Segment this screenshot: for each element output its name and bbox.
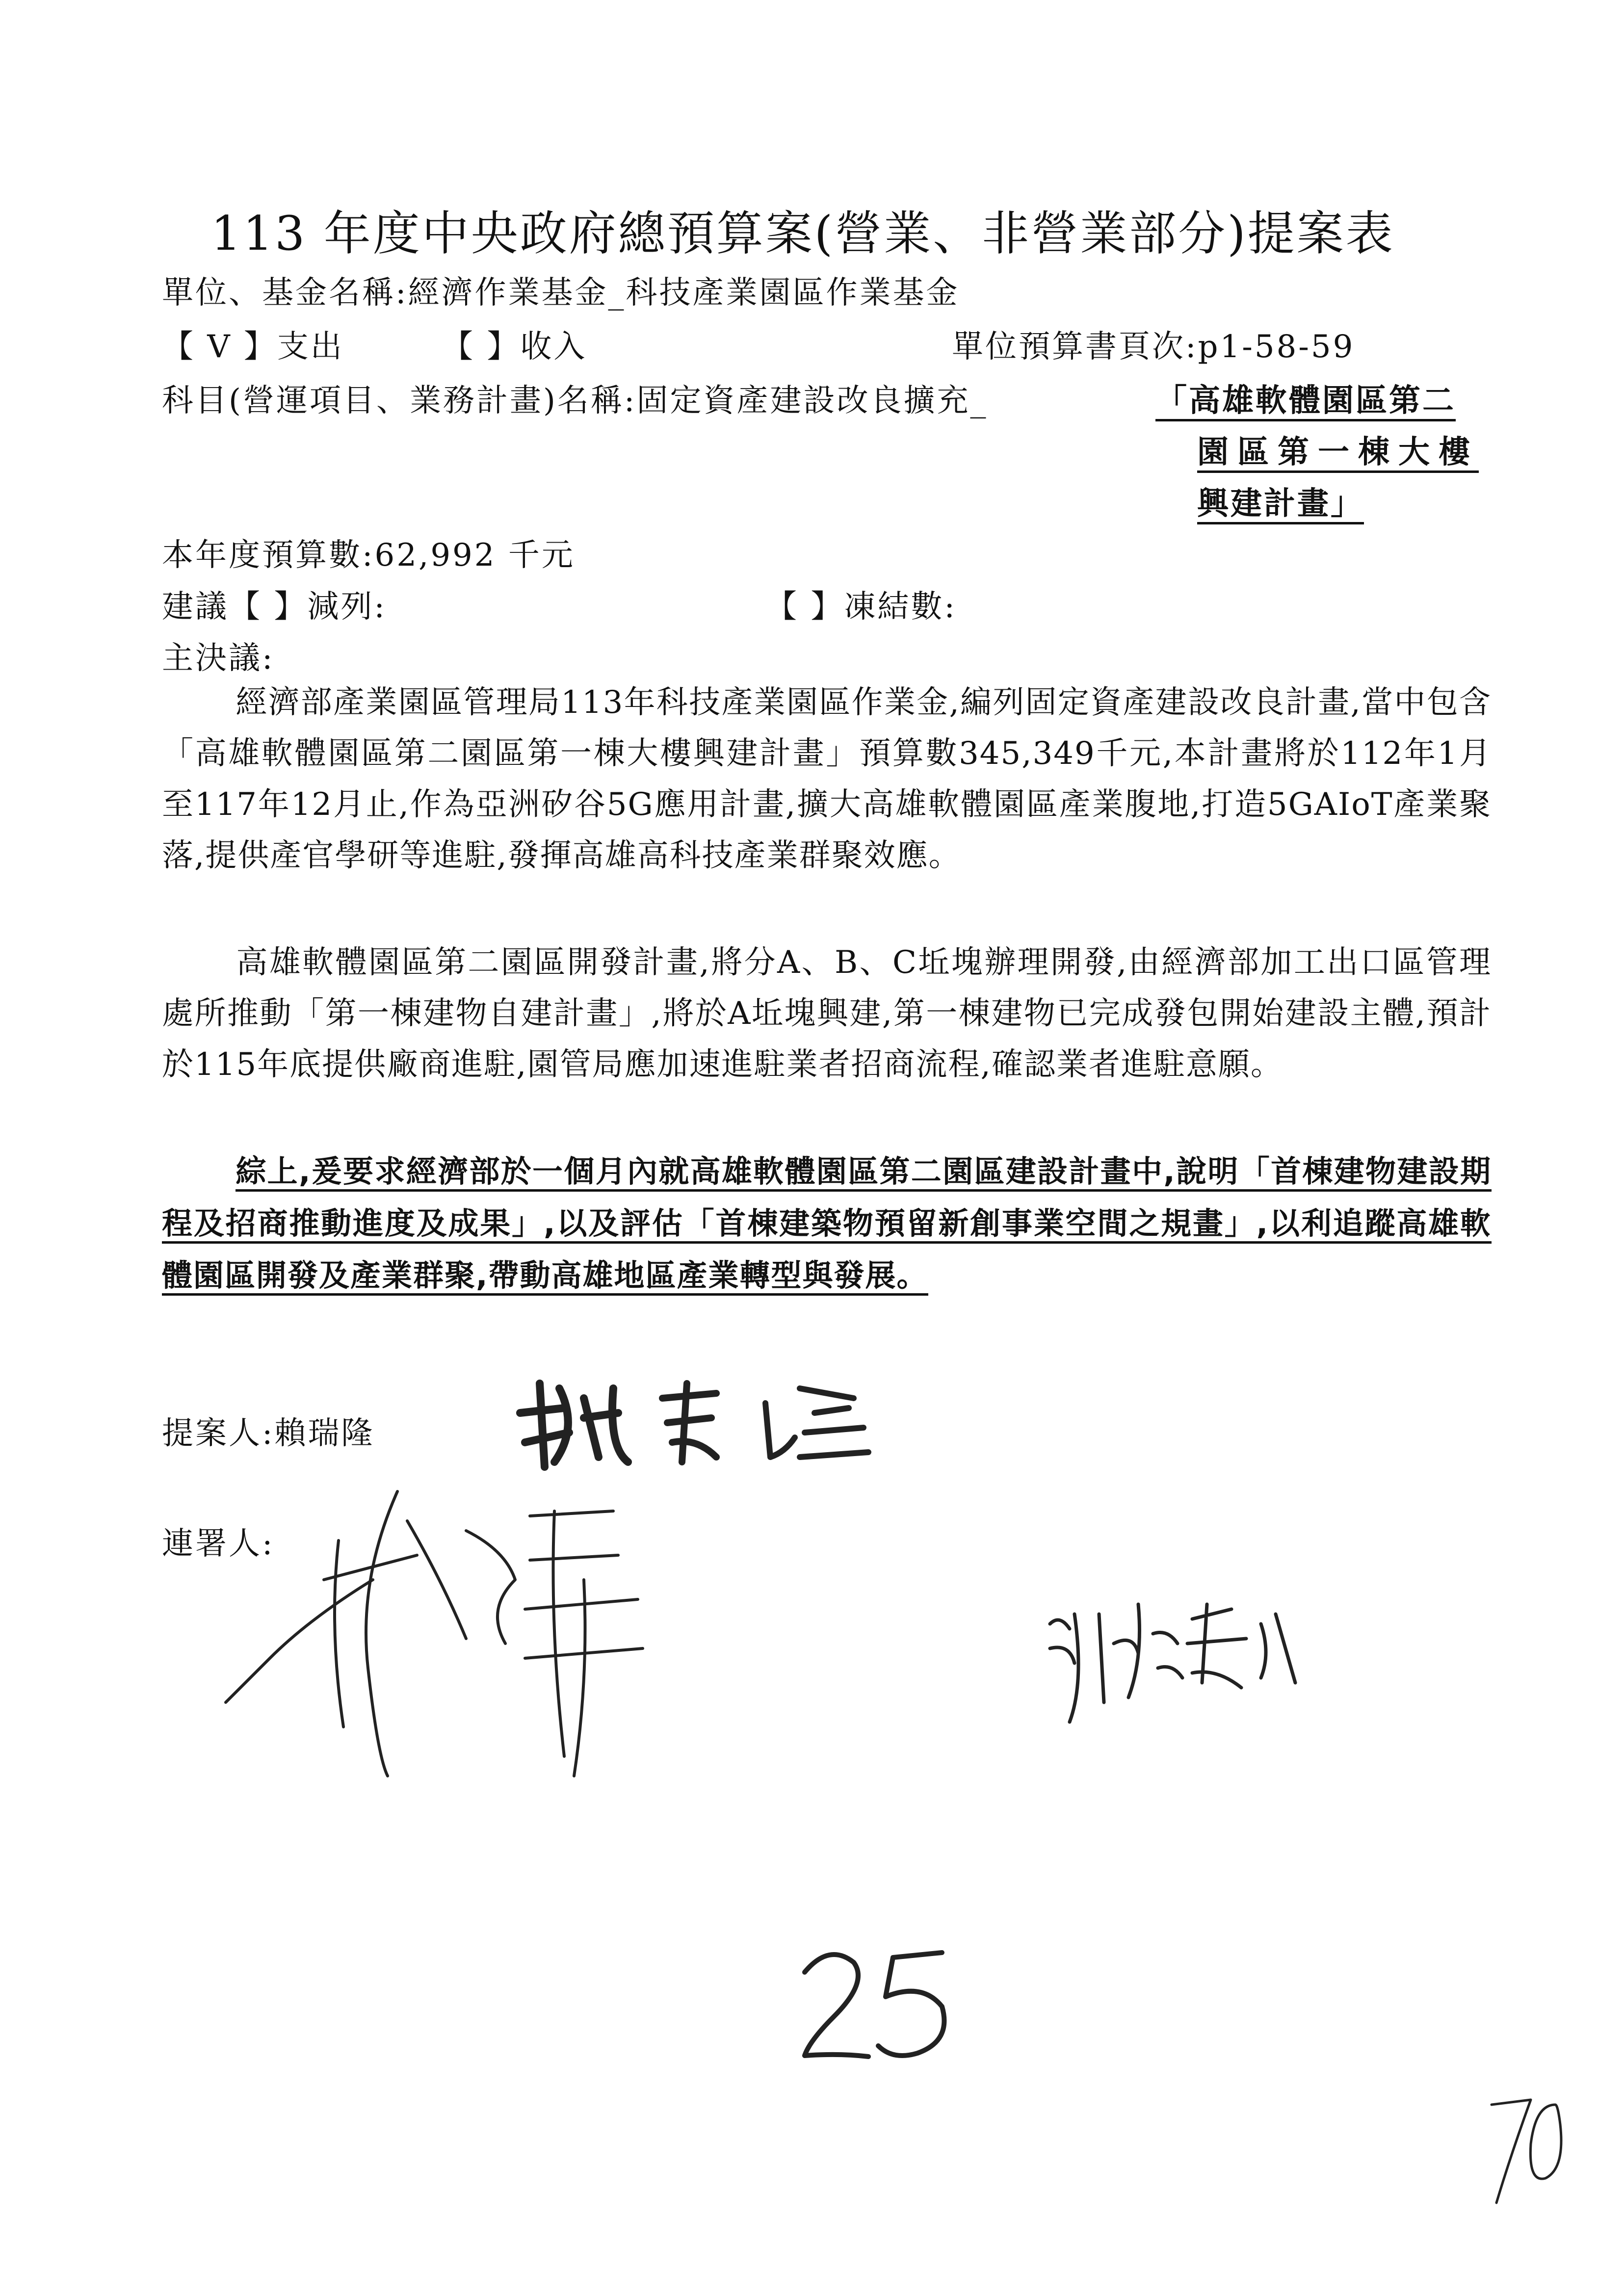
subject-name-line3-text: 興建計畫」 <box>1197 486 1364 524</box>
subject-name-line2 <box>1197 427 1479 472</box>
budget-page-ref: 單位預算書頁次:p1-58-59 <box>952 329 1355 365</box>
subject-name-line3 <box>1197 478 1364 523</box>
page-number-handwritten-image <box>795 1943 952 2065</box>
resolution-label: 主決議: <box>162 640 275 677</box>
subject-name-line1-text: 「高雄軟體園區第二 <box>1155 383 1456 421</box>
subject-name-line2-text: 園區第一棟大樓 <box>1197 434 1479 473</box>
body-paragraph-1 <box>162 677 1492 881</box>
expense-checkbox: 【 V 】支出 <box>162 329 344 365</box>
body-paragraph-3-text: 綜上,爰要求經濟部於一個月內就高雄軟體園區第二園區建設計畫中,說明「首棟建物建設期程及招商推動進度及成果」,以及評估「首棟建築物預留新創事業空間之規畫」,以利追蹤高雄軟體園區開發及產業群聚,帶動高雄地區產業轉型與發展。 <box>162 1153 1492 1296</box>
body-paragraph-2-text: 高雄軟體園區第二園區開發計畫,將分A、B、C坵塊辦理開發,由經濟部加工出口區管理處所推動「第一棟建物自建計畫」,將於A坵塊興建,第一棟建物已完成發包開始建設主體,預計於115年底提供廠商進駐,園管局應加速進駐業者招商流程,確認業者進駐意願。 <box>162 944 1492 1083</box>
corner-number-handwritten-image <box>1482 2085 1570 2213</box>
cosigner-label: 連署人: <box>162 1526 275 1562</box>
budget-amount: 本年度預算數:62,992 千元 <box>162 537 575 574</box>
proposer-label: 提案人:賴瑞隆 <box>162 1415 375 1452</box>
cosigner1-signature-image <box>211 1482 653 1796</box>
proposer-signature-image <box>510 1369 883 1477</box>
subject-prefix: 科目(營運項目、業務計畫)名稱:固定資產建設改良擴充_ <box>162 383 988 419</box>
body-paragraph-3 <box>162 1146 1492 1302</box>
body-paragraph-1-text: 經濟部產業園區管理局113年科技產業園區作業金,編列固定資產建設改良計畫,當中包含「高雄軟體園區第二園區第一棟大樓興建計畫」預算數345,349千元,本計畫將於112年1月至117年12月止,作為亞洲矽谷5G應用計畫,擴大高雄軟體園區產業腹地,打造5GAIoT產業聚落,提供產官學研等進駐,發揮高雄高科技產業群聚效應。 <box>162 684 1492 874</box>
subject-name-line1 <box>1155 375 1456 420</box>
page-title: 113 年度中央政府總預算案(營業、非營業部分)提案表 <box>211 206 1395 261</box>
income-checkbox: 【 】收入 <box>442 329 587 365</box>
body-paragraph-2 <box>162 937 1492 1090</box>
unit-fund-name: 單位、基金名稱:經濟作業基金_科技產業園區作業基金 <box>162 275 960 311</box>
reduction-proposal: 建議【 】減列: <box>162 589 387 625</box>
cosigner2-signature-image <box>1040 1585 1315 1747</box>
freeze-amount: 【 】凍結數: <box>765 589 957 625</box>
